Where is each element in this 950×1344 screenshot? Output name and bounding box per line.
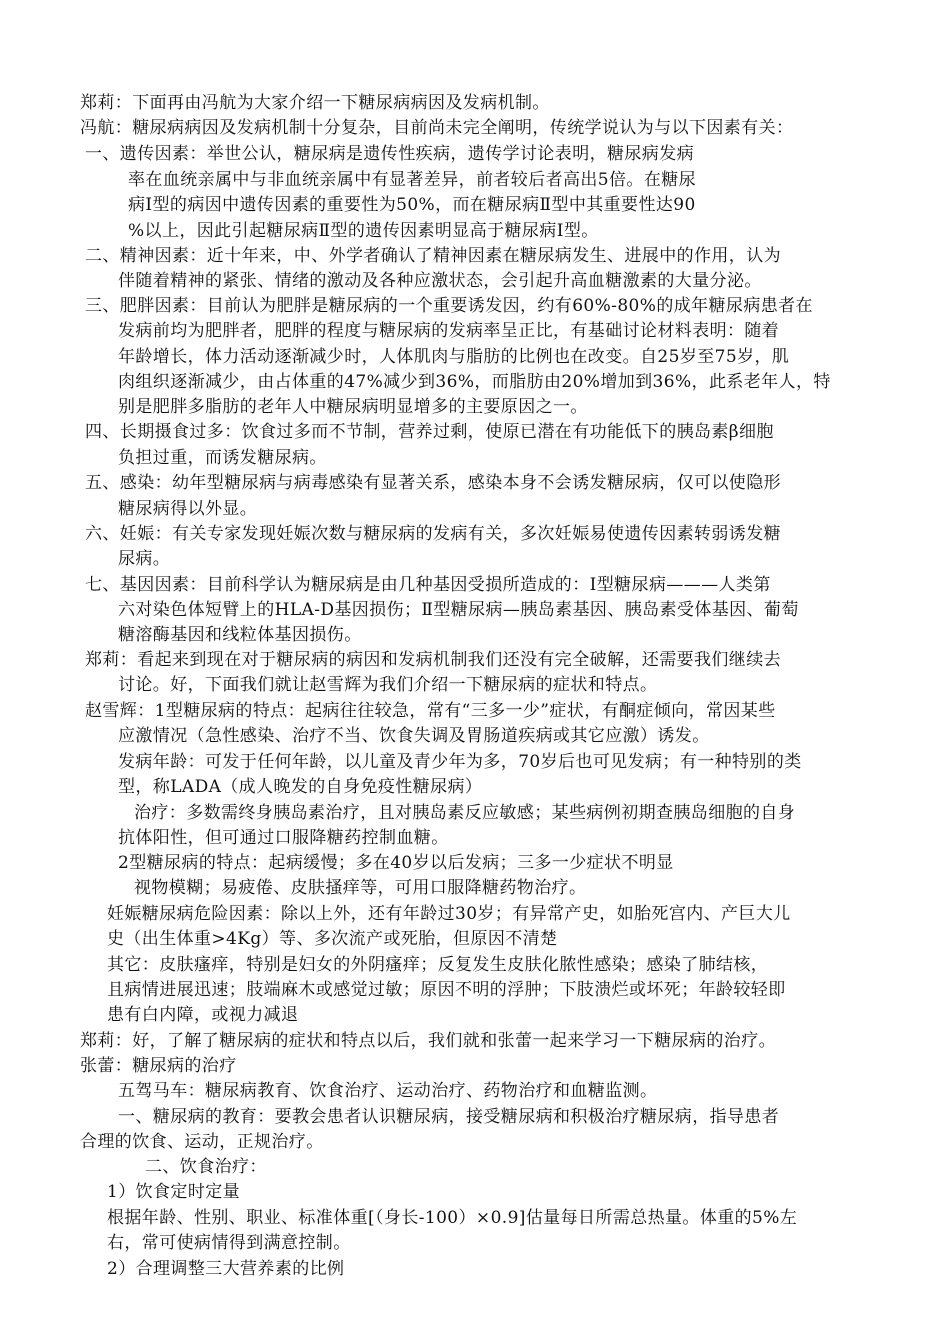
text-line: 伴随着精神的紧张、情绪的激动及各种应激状态，会引起升高血糖激素的大量分泌。: [118, 271, 762, 291]
text-line: 糖溶酶基因和线粒体基因损伤。: [118, 625, 362, 645]
text-line: 三、肥胖因素：目前认为肥胖是糖尿病的一个重要诱发因，约有60%-80%的成年糖尿病患者在: [85, 296, 813, 316]
text-line: 郑莉：看起来到现在对于糖尿病的病因和发病机制我们还没有完全破解，还需要我们继续去: [85, 650, 781, 670]
text-line: 视物模糊；易疲倦、皮肤搔痒等，可用口服降糖药物治疗。: [134, 878, 587, 898]
text-line: 五驾马车：糖尿病教育、饮食治疗、运动治疗、药物治疗和血糖监测。: [118, 1081, 658, 1101]
text-line: 合理的饮食、运动，正规治疗。: [80, 1132, 324, 1152]
text-line: 冯航：糖尿病病因及发病机制十分复杂，目前尚未完全阐明，传统学说认为与以下因素有关：: [80, 118, 794, 138]
text-line: 史（出生体重>4Kg）等、多次流产或死胎，但原因不清楚: [107, 929, 558, 949]
text-line: 其它：皮肤瘙痒，特别是妇女的外阴瘙痒；反复发生皮肤化脓性感染；感染了肺结核，: [107, 955, 769, 975]
text-line: 糖尿病得以外显。: [118, 499, 258, 519]
text-line: 讨论。好，下面我们就让赵雪辉为我们介绍一下糖尿病的症状和特点。: [118, 675, 658, 695]
text-line: 治疗：多数需终身胰岛素治疗，且对胰岛素反应敏感；某些病例初期查胰岛细胞的自身: [134, 803, 796, 823]
text-line: 型，称LADA（成人晚发的自身免疫性糖尿病）: [118, 777, 483, 797]
text-line: 六、妊娠：有关专家发现妊娠次数与糖尿病的发病有关，多次妊娠易使遗传因素转弱诱发糖: [85, 524, 781, 544]
text-line: 发病前均为肥胖者，肥胖的程度与糖尿病的发病率呈正比，有基础讨论材料表明：随着: [118, 321, 780, 341]
text-line: 四、长期摄食过多：饮食过多而不节制，营养过剩，使原已潜在有功能低下的胰岛素β细胞: [85, 422, 774, 442]
text-line: 2）合理调整三大营养素的比例: [107, 1259, 345, 1279]
text-line: 年龄增长，体力活动逐渐减少时，人体肌肉与脂肪的比例也在改变。自25岁至75岁，肌: [118, 347, 790, 367]
text-line: 五、感染：幼年型糖尿病与病毒感染有显著关系，感染本身不会诱发糖尿病，仅可以使隐形: [85, 473, 781, 493]
text-line: 2型糖尿病的特点：起病缓慢；多在40岁以后发病；三多一少症状不明显: [118, 853, 674, 873]
text-line: 二、精神因素：近十年来，中、外学者确认了精神因素在糖尿病发生、进展中的作用，认为: [85, 246, 781, 266]
text-line: 妊娠糖尿病危险因素：除以上外，还有年龄过30岁；有异常产史，如胎死宫内、产巨大儿: [107, 904, 791, 924]
text-line: 赵雪辉：1型糖尿病的特点：起病往往较急，常有“三多一少”症状，有酮症倾向，常因某些: [85, 701, 776, 721]
text-line: 尿病。: [118, 549, 171, 569]
text-line: 一、糖尿病的教育：要教会患者认识糖尿病，接受糖尿病和积极治疗糖尿病，指导患者: [118, 1107, 780, 1127]
text-line: 1）饮食定时定量: [107, 1182, 241, 1202]
text-line: 患有白内障，或视力减退: [107, 1005, 299, 1025]
text-line: 根据年龄、性别、职业、标准体重[（身长-100）×0.9]估量每日所需总热量。体重的5%左: [107, 1208, 798, 1228]
text-line: 张蕾：糖尿病的治疗: [80, 1056, 237, 1076]
text-line: 率在血统亲属中与非血统亲属中有显著差异，前者较后者高出5倍。在糖尿: [128, 170, 697, 190]
text-line: 抗体阳性，但可通过口服降糖药控制血糖。: [118, 828, 449, 848]
text-line: 一、遗传因素：举世公认，糖尿病是遗传性疾病，遗传学讨论表明，糖尿病发病: [85, 144, 694, 164]
text-line: 应激情况（急性感染、治疗不当、饮食失调及胃肠道疾病或其它应激）诱发。: [118, 726, 710, 746]
text-line: 郑莉：好，了解了糖尿病的症状和特点以后，我们就和张蕾一起来学习一下糖尿病的治疗。: [80, 1031, 776, 1051]
text-line: 六对染色体短臂上的HLA-D基因损伤；Ⅱ型糖尿病—胰岛素基因、胰岛素受体基因、葡萄: [118, 600, 799, 620]
text-line: 二、饮食治疗：: [145, 1157, 267, 1177]
text-line: 右，常可使病情得到满意控制。: [107, 1233, 351, 1253]
text-line: 别是肥胖多脂肪的老年人中糖尿病明显增多的主要原因之一。: [118, 397, 588, 417]
text-line: 郑莉：下面再由冯航为大家介绍一下糖尿病病因及发病机制。: [80, 93, 550, 113]
text-line: 七、基因因素：目前科学认为糖尿病是由几种基因受损所造成的：Ⅰ型糖尿病———人类第: [85, 575, 771, 595]
text-line: 负担过重，而诱发糖尿病。: [118, 448, 327, 468]
text-line: 发病年龄：可发于任何年龄，以儿童及青少年为多，70岁后也可见发病；有一种特别的类: [118, 752, 802, 772]
text-line: 肉组织逐渐减少，由占体重的47%减少到36%，而脂肪由20%增加到36%，此系老年人，特: [118, 372, 831, 392]
text-line: 且病情进展迅速；肢端麻木或感觉过敏；原因不明的浮肿；下肢溃烂或坏死；年龄较轻即: [107, 980, 786, 1000]
text-line: %以上，因此引起糖尿病Ⅱ型的遗传因素明显高于糖尿病Ⅰ型。: [128, 221, 599, 241]
text-line: 病Ⅰ型的病因中遗传因素的重要性为50%，而在糖尿病Ⅱ型中其重要性达90: [128, 195, 696, 215]
